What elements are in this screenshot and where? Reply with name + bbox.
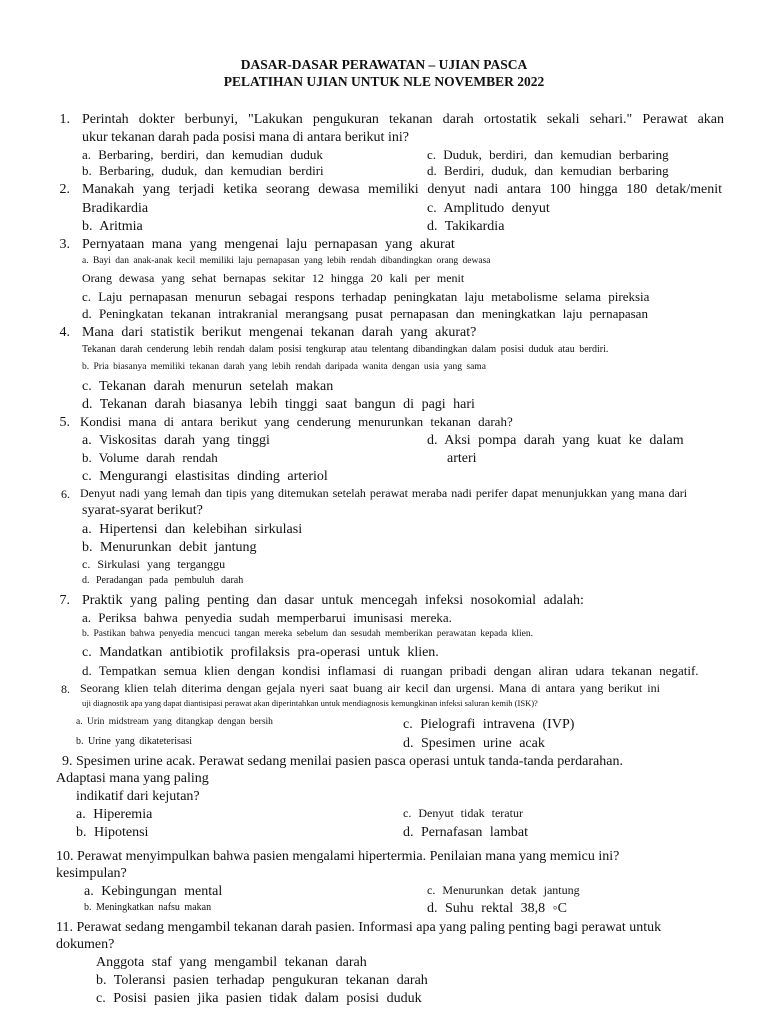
option-c: c. Pielografi intravena (IVP) bbox=[403, 717, 575, 732]
page-subtitle: PELATIHAN UJIAN UNTUK NLE NOVEMBER 2022 bbox=[223, 74, 545, 89]
question-text: Mana dari statistik berikut mengenai tekanan darah yang akurat? bbox=[82, 325, 477, 340]
option-a: Anggota staf yang mengambil tekanan darah bbox=[96, 955, 367, 970]
option-b: b. Urine yang dikateterisasi bbox=[76, 736, 192, 747]
option-a: a. Berbaring, berdiri, dan kemudian duduk bbox=[82, 147, 323, 162]
question-text: Seorang klien telah diterima dengan gejala nyeri saat buang air kecil dan urgensi. Mana di antara yang berikut ini bbox=[80, 681, 660, 695]
question-text: kesimpulan? bbox=[56, 866, 127, 881]
question-text: Adaptasi mana yang paling bbox=[56, 771, 209, 786]
option-c: c. Sirkulasi yang terganggu bbox=[82, 557, 226, 571]
option-a: a. Bayi dan anak-anak kecil memiliki laju pernapasan yang lebih rendah dibandingkan orang dewasa bbox=[82, 256, 491, 266]
option-b: b. Pria biasanya memiliki tekanan darah yang lebih rendah daripada wanita dengan usia yang sama bbox=[82, 362, 486, 372]
option-c: c. Laju pernapasan menurun sebagai respons terhadap peningkatan laju metabolisme selama pireksia bbox=[82, 289, 650, 304]
option-a: a. Urin midstream yang ditangkap dengan bersih bbox=[76, 717, 273, 727]
option-a: a. Viskositas darah yang tinggi bbox=[82, 433, 270, 448]
question-text: Manakah yang terjadi ketika seorang dewasa memiliki denyut nadi antara 100 hingga 180 detak/menit bbox=[82, 182, 722, 197]
option-d: d. Aksi pompa darah yang kuat ke dalam bbox=[427, 433, 684, 448]
option-c: c. Duduk, berdiri, dan kemudian berbaring bbox=[427, 147, 669, 162]
option-b: b. Volume darah rendah bbox=[82, 450, 218, 465]
option-c: c. Menurunkan detak jantung bbox=[427, 883, 580, 897]
question-text: syarat-syarat berikut? bbox=[82, 503, 203, 518]
option-a: Bradikardia bbox=[82, 201, 149, 216]
question-number: 1. bbox=[59, 112, 70, 127]
option-c: c. Denyut tidak teratur bbox=[403, 806, 523, 820]
question-text: Denyut nadi yang lemah dan tipis yang ditemukan setelah perawat meraba nadi perifer dapat menunjukkan yang mana dari bbox=[80, 486, 688, 500]
option-a: a. Kebingungan mental bbox=[84, 884, 223, 899]
option-d: d. Peningkatan tekanan intrakranial merangsang pusat pernapasan dan meningkatkan laju pernapasan bbox=[82, 306, 648, 321]
option-c: c. Posisi pasien jika pasien tidak dalam posisi duduk bbox=[96, 991, 422, 1006]
option-b: b. Aritmia bbox=[82, 219, 143, 234]
question-number: 8. bbox=[61, 682, 70, 696]
question-number: 4. bbox=[59, 325, 70, 340]
question-number: 3. bbox=[59, 237, 70, 252]
question-text: 9. Spesimen urine acak. Perawat sedang menilai pasien pasca operasi untuk tanda-tanda perdarahan. bbox=[62, 754, 623, 769]
option-a: a. Hipertensi dan kelebihan sirkulasi bbox=[82, 522, 303, 537]
question-number: 6. bbox=[61, 487, 70, 501]
question-text: uji diagnostik apa yang dapat diantisipasi perawat akan diperintahkan untuk mendiagnosis kemungkinan infeksi saluran kemih (ISK)? bbox=[82, 698, 538, 708]
question-number: 2. bbox=[59, 182, 70, 197]
question-text: Praktik yang paling penting dan dasar untuk mencegah infeksi nosokomial adalah: bbox=[82, 593, 584, 608]
question-text: dokumen? bbox=[56, 937, 115, 952]
question-text: Kondisi mana di antara berikut yang cenderung menurunkan tekanan darah? bbox=[80, 414, 513, 429]
option-c: c. Amplitudo denyut bbox=[427, 201, 550, 216]
option-a: a. Periksa bahwa penyedia sudah memperbarui imunisasi mereka. bbox=[82, 610, 452, 625]
question-number: 7. bbox=[59, 593, 70, 608]
question-text: Pernyataan mana yang mengenai laju pernapasan yang akurat bbox=[82, 237, 455, 252]
option-c: c. Mandatkan antibiotik profilaksis pra-operasi untuk klien. bbox=[82, 645, 439, 660]
option-b: b. Toleransi pasien terhadap pengukuran tekanan darah bbox=[96, 973, 428, 988]
option-d: d. Suhu rektal 38,8 ◦C bbox=[427, 901, 567, 916]
option-a: Tekanan darah cenderung lebih rendah dalam posisi tengkurap atau telentang dibandingkan dalam posisi duduk atau berdiri. bbox=[82, 344, 609, 355]
option-d: d. Tekanan darah biasanya lebih tinggi saat bangun di pagi hari bbox=[82, 397, 475, 412]
question-text: 11. Perawat sedang mengambil tekanan darah pasien. Informasi apa yang paling penting bagi perawat untuk bbox=[56, 920, 662, 935]
question-text: Perintah dokter berbunyi, "Lakukan pengukuran tekanan darah ortostatik sekali sehari." Perawat akan bbox=[82, 112, 724, 127]
option-d: d. Berdiri, duduk, dan kemudian berbaring bbox=[427, 163, 669, 178]
question-text: 10. Perawat menyimpulkan bahwa pasien mengalami hipertermia. Penilaian mana yang memicu ini? bbox=[56, 849, 620, 864]
option-b: b. Hipotensi bbox=[76, 825, 149, 840]
question-text: indikatif dari kejutan? bbox=[76, 789, 200, 804]
option-a: a. Hiperemia bbox=[76, 807, 153, 822]
option-b: Orang dewasa yang sehat bernapas sekitar 12 hingga 20 kali per menit bbox=[82, 271, 465, 285]
option-d-continued: arteri bbox=[447, 451, 477, 466]
option-b: b. Menurunkan debit jantung bbox=[82, 540, 257, 555]
option-d: d. Pernafasan lambat bbox=[403, 825, 529, 840]
option-d: d. Takikardia bbox=[427, 219, 505, 234]
option-c: c. Tekanan darah menurun setelah makan bbox=[82, 379, 334, 394]
option-d: d. Tempatkan semua klien dengan kondisi inflamasi di ruangan pribadi dengan aliran udara tekanan negatif. bbox=[82, 663, 699, 678]
page-title: DASAR-DASAR PERAWATAN – UJIAN PASCA bbox=[240, 57, 528, 72]
question-number: 5. bbox=[59, 415, 70, 430]
question-text: ukur tekanan darah pada posisi mana di antara berikut ini? bbox=[82, 130, 409, 145]
option-d: d. Peradangan pada pembuluh darah bbox=[82, 575, 244, 586]
option-d: d. Spesimen urine acak bbox=[403, 736, 545, 751]
option-b: b. Meningkatkan nafsu makan bbox=[84, 902, 212, 913]
option-b: b. Berbaring, duduk, dan kemudian berdiri bbox=[82, 163, 324, 178]
option-c: c. Mengurangi elastisitas dinding arteriol bbox=[82, 469, 328, 484]
option-b: b. Pastikan bahwa penyedia mencuci tangan mereka sebelum dan sesudah memberikan perawatan kepada klien. bbox=[82, 629, 533, 639]
